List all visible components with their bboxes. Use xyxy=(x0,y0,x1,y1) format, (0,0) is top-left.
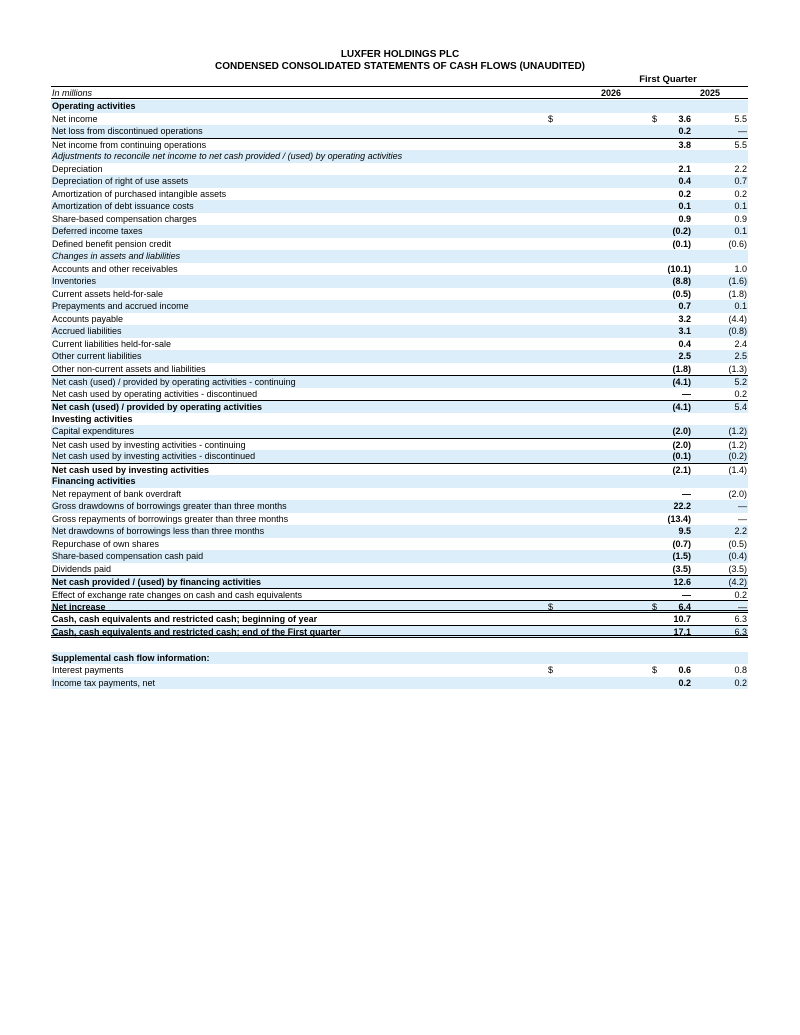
value-2026: 9.5 xyxy=(678,526,691,536)
value-2025: 0.2 xyxy=(734,677,747,688)
table-row xyxy=(51,463,748,476)
table-row xyxy=(51,563,748,576)
value-2026: — xyxy=(682,589,691,600)
value-2026: (10.1) xyxy=(667,263,691,274)
table-row xyxy=(51,250,748,263)
table-row xyxy=(51,375,748,388)
value-2025: — xyxy=(738,513,747,524)
row-label: Net drawdowns of borrowings less than three months xyxy=(52,526,265,536)
value-2026: (1.8) xyxy=(672,363,691,374)
row-label: Depreciation of right of use assets xyxy=(52,176,189,186)
value-2025: 2.4 xyxy=(734,338,747,349)
value-2025: 5.5 xyxy=(734,113,747,124)
value-2025: (1.3) xyxy=(728,363,747,374)
table-row xyxy=(51,575,748,588)
row-label: Current liabilities held-for-sale xyxy=(52,338,172,349)
value-2026: 17.1 xyxy=(673,627,691,637)
units-label: In millions xyxy=(52,88,93,98)
table-row xyxy=(51,613,748,626)
row-label: Prepayments and accrued income xyxy=(52,301,189,311)
table-row xyxy=(51,450,748,463)
value-2025: 0.1 xyxy=(734,201,747,211)
row-label: Operating activities xyxy=(52,101,136,111)
table-row xyxy=(51,188,748,201)
value-2026: (2.0) xyxy=(672,426,691,436)
value-2025: 5.4 xyxy=(734,402,747,412)
year-2025-header: 2025 xyxy=(699,88,721,98)
value-2025: (2.0) xyxy=(728,488,747,499)
value-2025: (3.5) xyxy=(728,563,747,574)
currency-symbol: $ xyxy=(548,665,554,675)
table-row xyxy=(51,213,748,226)
table-row xyxy=(51,325,748,338)
value-2026: 0.9 xyxy=(678,213,691,224)
row-label: Other current liabilities xyxy=(52,351,142,361)
row-label: Inventories xyxy=(52,276,97,286)
value-2025: (1.2) xyxy=(728,426,747,436)
value-2026: — xyxy=(682,488,691,499)
table-row xyxy=(51,138,748,151)
table-row xyxy=(51,125,748,138)
value-2026: 10.7 xyxy=(673,613,691,624)
row-label: Cash, cash equivalents and restricted cash; beginning of year xyxy=(52,613,318,624)
row-label: Amortization of purchased intangible assets xyxy=(52,188,227,199)
table-row xyxy=(51,625,748,638)
value-2025: (0.4) xyxy=(728,551,747,561)
value-2026: (4.1) xyxy=(672,402,691,412)
table-row xyxy=(51,488,748,501)
row-label: Repurchase of own shares xyxy=(52,538,160,549)
value-2025: (0.2) xyxy=(728,451,747,461)
table-row xyxy=(51,400,748,413)
row-label: Current assets held-for-sale xyxy=(52,288,164,299)
table-row xyxy=(51,438,748,451)
table-row xyxy=(51,475,748,488)
value-2026: 0.4 xyxy=(678,338,691,349)
value-2025: 6.3 xyxy=(734,627,747,637)
currency-symbol: $ xyxy=(652,602,658,612)
row-label: Gross drawdowns of borrowings greater than three months xyxy=(52,501,287,511)
value-2026: — xyxy=(682,388,691,399)
row-label: Share-based compensation cash paid xyxy=(52,551,204,561)
row-label: Amortization of debt issuance costs xyxy=(52,201,194,211)
table-row xyxy=(51,263,748,276)
value-2025: 0.8 xyxy=(734,665,747,675)
row-label: Share-based compensation charges xyxy=(52,213,197,224)
row-label: Other non-current assets and liabilities xyxy=(52,363,206,374)
row-label: Supplemental cash flow information: xyxy=(52,652,210,663)
value-2026: (0.7) xyxy=(672,538,691,549)
table-row xyxy=(51,225,748,238)
value-2025: 0.2 xyxy=(734,388,747,399)
table-row xyxy=(51,425,748,438)
row-label: Net cash provided / (used) by financing activities xyxy=(52,577,262,587)
column-header-row xyxy=(51,86,748,99)
value-2025: — xyxy=(738,126,747,136)
value-2026: (0.1) xyxy=(672,238,691,249)
value-2026: 0.2 xyxy=(678,677,691,688)
row-label: Investing activities xyxy=(52,413,133,424)
value-2026: 3.1 xyxy=(678,326,691,336)
currency-symbol: $ xyxy=(652,665,658,675)
row-label: Net cash used by investing activities - continuing xyxy=(52,439,246,450)
value-2025: — xyxy=(738,501,747,511)
table-row xyxy=(51,150,748,163)
row-label: Changes in assets and liabilities xyxy=(52,251,181,261)
row-label: Net income from continuing operations xyxy=(52,139,207,150)
value-2026: 2.1 xyxy=(678,163,691,174)
value-2026: 0.2 xyxy=(678,126,691,136)
row-label: Net income xyxy=(52,113,98,124)
table-row xyxy=(51,238,748,251)
table-row xyxy=(51,550,748,563)
report-statement-title: CONDENSED CONSOLIDATED STATEMENTS OF CASH FLOWS (UNAUDITED) xyxy=(215,61,585,72)
row-label: Depreciation xyxy=(52,163,103,174)
value-2026: 0.1 xyxy=(678,201,691,211)
table-row xyxy=(51,600,748,613)
value-2026: (2.0) xyxy=(672,439,691,450)
value-2025: (0.5) xyxy=(728,538,747,549)
value-2026: 22.2 xyxy=(673,501,691,511)
table-row xyxy=(51,313,748,326)
value-2025: 0.1 xyxy=(734,301,747,311)
row-label: Financing activities xyxy=(52,476,136,486)
row-label: Cash, cash equivalents and restricted cash; end of the First quarter xyxy=(52,627,341,637)
value-2025: 0.9 xyxy=(734,213,747,224)
value-2025: (1.2) xyxy=(728,439,747,450)
value-2026: (0.5) xyxy=(672,288,691,299)
row-label: Net cash used by investing activities xyxy=(52,464,210,475)
table-row xyxy=(51,100,748,113)
value-2026: 3.6 xyxy=(678,113,691,124)
value-2025: (1.8) xyxy=(728,288,747,299)
period-header: First Quarter xyxy=(639,74,697,85)
row-label: Accrued liabilities xyxy=(52,326,122,336)
table-row xyxy=(51,538,748,551)
value-2026: (0.1) xyxy=(672,451,691,461)
value-2026: (4.1) xyxy=(672,377,691,387)
table-row xyxy=(51,200,748,213)
value-2026: 0.7 xyxy=(678,301,691,311)
row-label: Capital expenditures xyxy=(52,426,135,436)
table-row xyxy=(51,363,748,376)
table-row xyxy=(51,300,748,313)
value-2026: (1.5) xyxy=(672,551,691,561)
value-2025: 5.5 xyxy=(734,139,747,150)
row-label: Net repayment of bank overdraft xyxy=(52,488,182,499)
value-2025: 5.2 xyxy=(734,377,747,387)
value-2025: 1.0 xyxy=(734,263,747,274)
row-label: Gross repayments of borrowings greater than three months xyxy=(52,513,289,524)
value-2025: 0.2 xyxy=(734,589,747,600)
row-label: Net loss from discontinued operations xyxy=(52,126,203,136)
table-row xyxy=(51,513,748,526)
value-2025: (4.2) xyxy=(728,577,747,587)
value-2025: (0.8) xyxy=(728,326,747,336)
row-label: Effect of exchange rate changes on cash and cash equivalents xyxy=(52,589,303,600)
value-2026: 12.6 xyxy=(673,577,691,587)
table-row xyxy=(51,652,748,665)
report-company-title: LUXFER HOLDINGS PLC xyxy=(340,49,460,60)
table-row xyxy=(51,288,748,301)
year-2026-header: 2026 xyxy=(600,88,622,98)
value-2026: 2.5 xyxy=(678,351,691,361)
row-label: Net cash used by operating activities - discontinued xyxy=(52,388,258,399)
value-2025: 2.2 xyxy=(734,163,747,174)
value-2026: (13.4) xyxy=(667,513,691,524)
table-row xyxy=(51,388,748,401)
table-row xyxy=(51,588,748,601)
row-label: Income tax payments, net xyxy=(52,677,156,688)
table-row xyxy=(51,413,748,426)
value-2025: (1.4) xyxy=(728,464,747,475)
value-2025: (0.6) xyxy=(728,238,747,249)
row-label: Net cash (used) / provided by operating activities xyxy=(52,402,263,412)
table-row xyxy=(51,338,748,351)
table-row xyxy=(51,664,748,677)
value-2025: 0.7 xyxy=(734,176,747,186)
row-label: Net cash (used) / provided by operating activities - continuing xyxy=(52,377,296,387)
value-2026: (3.5) xyxy=(672,563,691,574)
row-label: Defined benefit pension credit xyxy=(52,238,172,249)
currency-symbol: $ xyxy=(548,602,554,612)
spacer-row xyxy=(51,638,748,652)
table-row xyxy=(51,175,748,188)
value-2026: 3.2 xyxy=(678,313,691,324)
value-2025: 2.5 xyxy=(734,351,747,361)
value-2025: — xyxy=(738,602,747,612)
value-2025: (4.4) xyxy=(728,313,747,324)
value-2026: 0.2 xyxy=(678,188,691,199)
value-2026: (8.8) xyxy=(672,276,691,286)
value-2026: 0.4 xyxy=(678,176,691,186)
value-2025: 0.1 xyxy=(734,226,747,236)
table-row xyxy=(51,163,748,176)
value-2026: 3.8 xyxy=(678,139,691,150)
table-row xyxy=(51,113,748,126)
table-row xyxy=(51,677,748,690)
row-label: Dividends paid xyxy=(52,563,112,574)
value-2026: 6.4 xyxy=(678,602,691,612)
row-label: Accounts and other receivables xyxy=(52,263,178,274)
row-label: Interest payments xyxy=(52,665,124,675)
table-row xyxy=(51,525,748,538)
row-label: Adjustments to reconcile net income to net cash provided / (used) by operating activities xyxy=(52,151,403,161)
currency-symbol: $ xyxy=(548,113,554,124)
value-2025: (1.6) xyxy=(728,276,747,286)
value-2026: (0.2) xyxy=(672,226,691,236)
value-2026: (2.1) xyxy=(672,464,691,475)
row-label: Accounts payable xyxy=(52,313,124,324)
row-label: Deferred income taxes xyxy=(52,226,143,236)
cash-flow-table xyxy=(51,100,748,689)
table-row xyxy=(51,350,748,363)
value-2025: 2.2 xyxy=(734,526,747,536)
value-2026: 0.6 xyxy=(678,665,691,675)
currency-symbol: $ xyxy=(652,113,658,124)
table-row xyxy=(51,500,748,513)
row-label: Net increase xyxy=(52,602,106,612)
row-label: Net cash used by investing activities - discontinued xyxy=(52,451,256,461)
value-2025: 6.3 xyxy=(734,613,747,624)
table-row xyxy=(51,275,748,288)
value-2025: 0.2 xyxy=(734,188,747,199)
